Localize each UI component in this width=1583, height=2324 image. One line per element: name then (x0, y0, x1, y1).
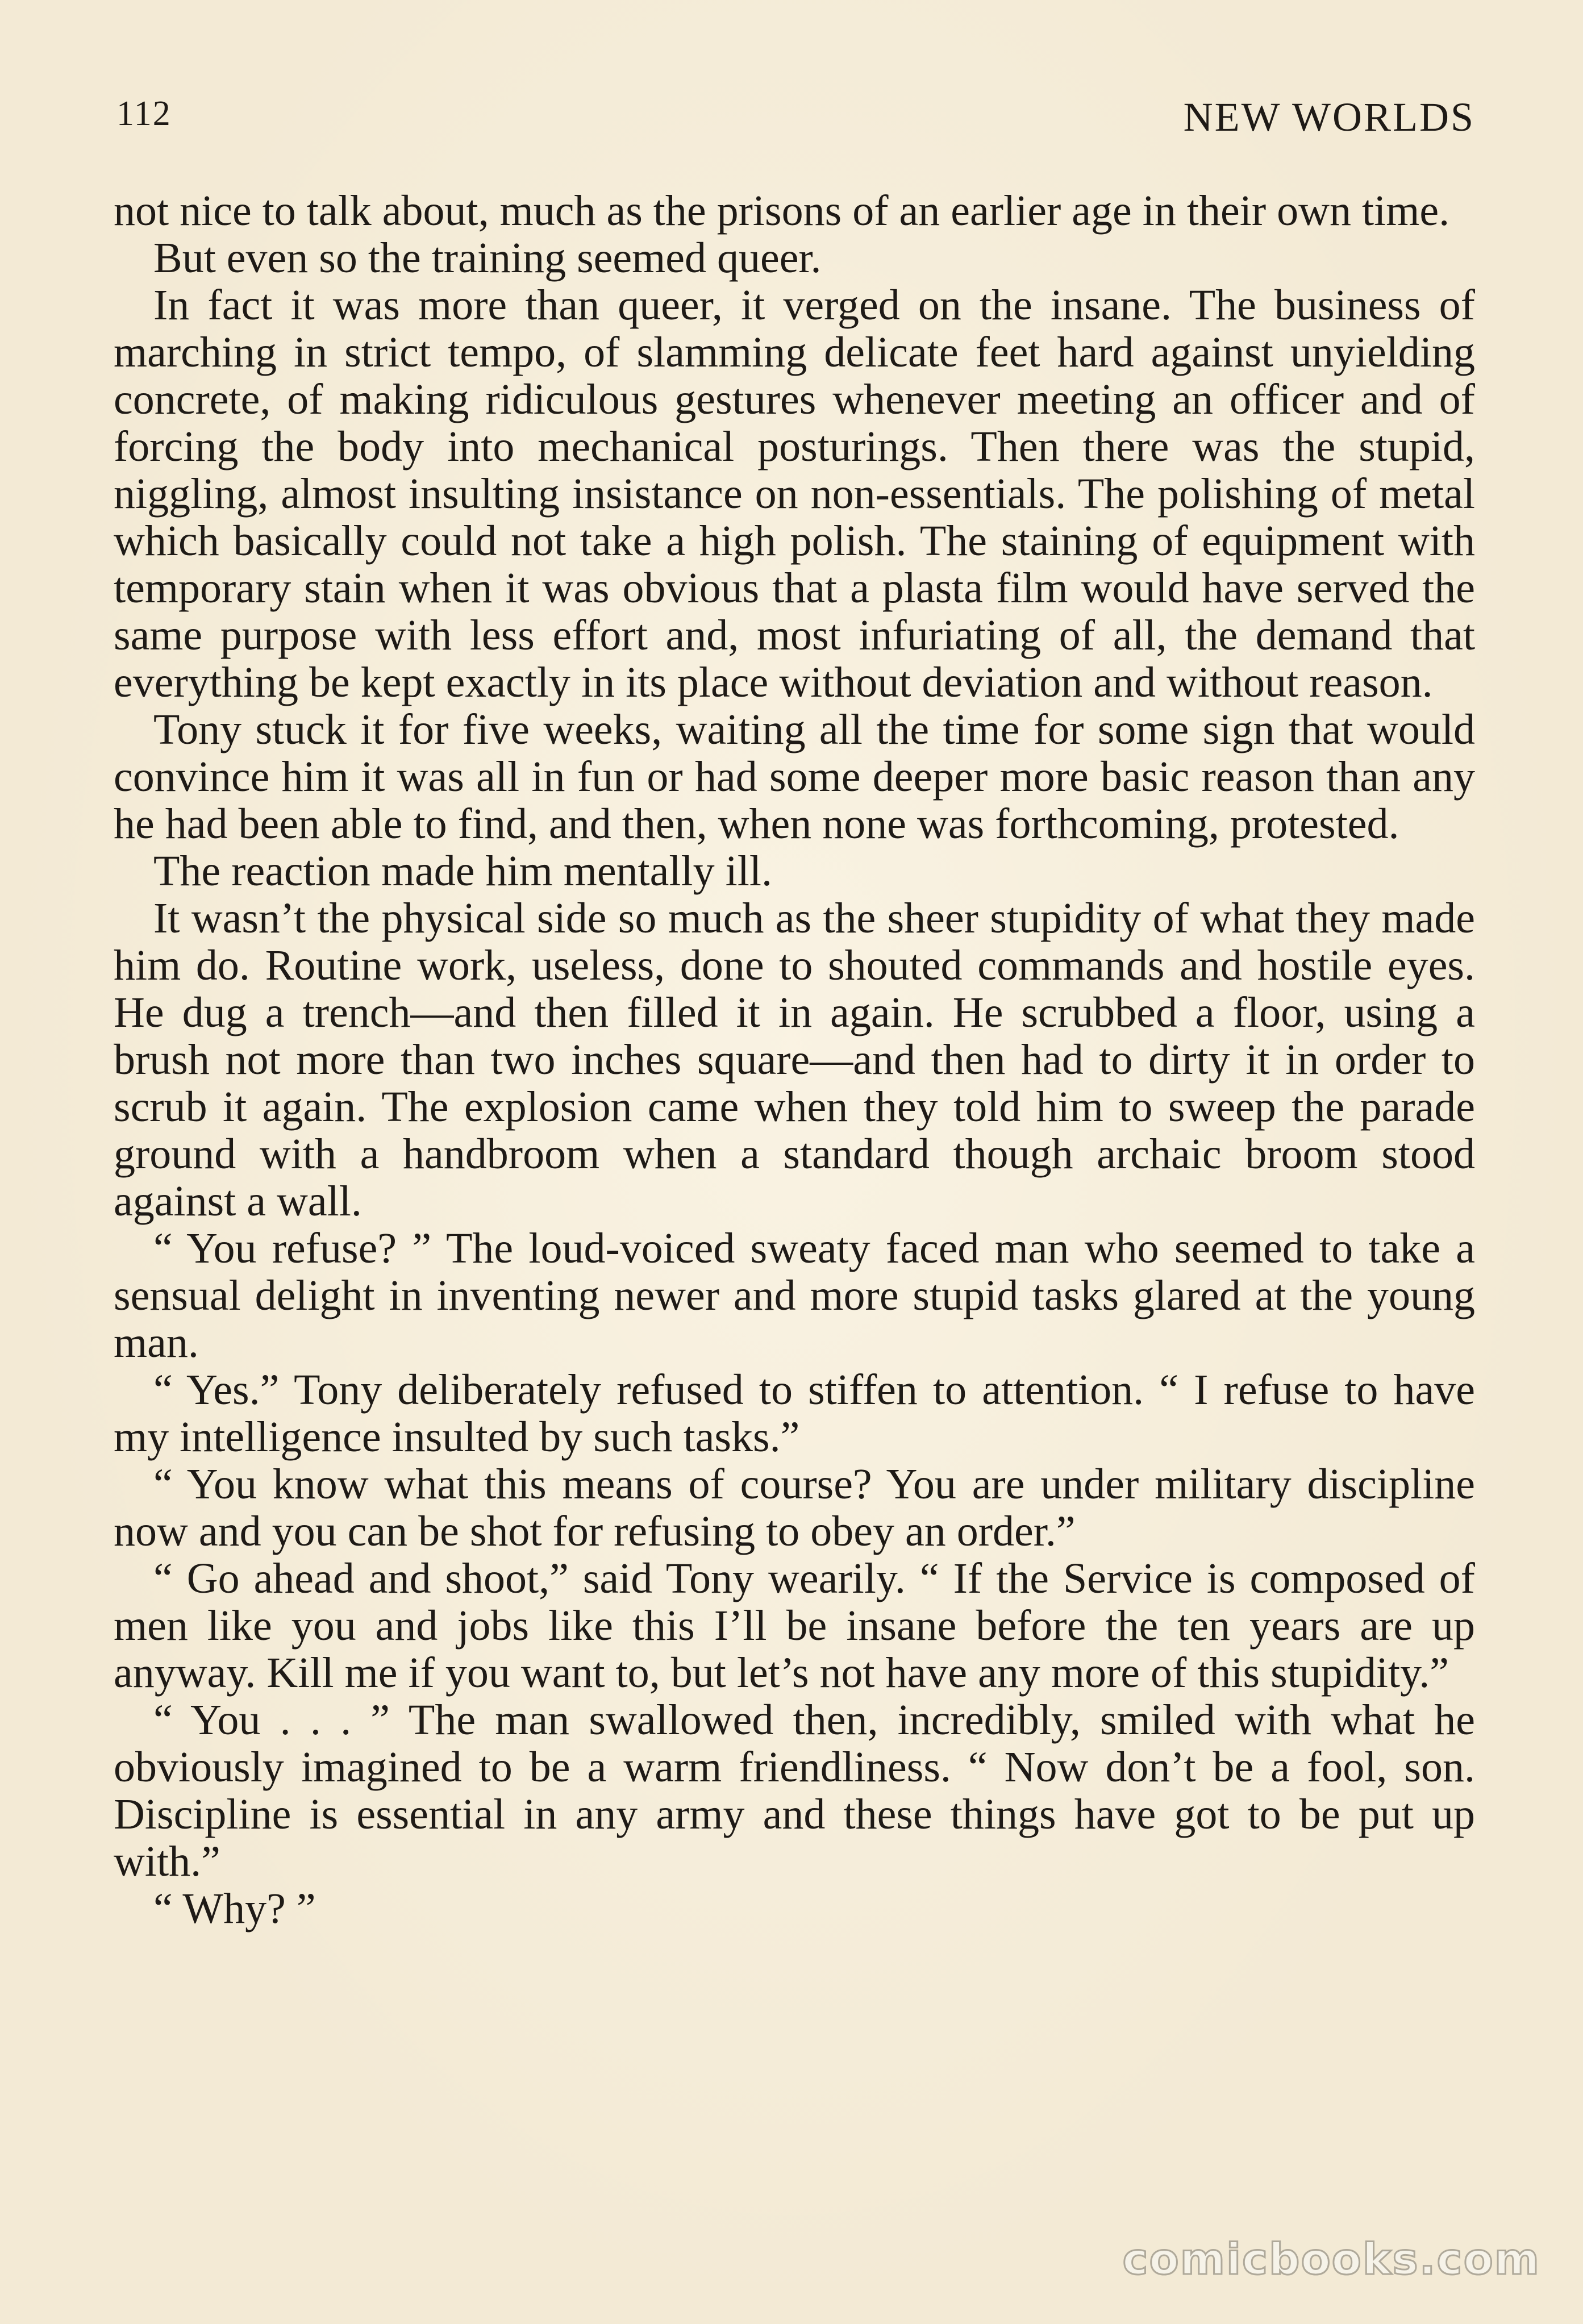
paragraph: The reaction made him mentally ill. (153, 847, 772, 895)
paragraph: In fact it was more than queer, it verged on the insane. The business of marching in strict tempo, of slamming delicate feet hard against unyielding concrete, of making ridiculous gestures whenever meeting an officer and of forcing the body into mechanical posturings. Then there was the stupid, niggling, almost insulting insistance on non-essentials. The polishing of metal which basically could not take a high polish. The staining of equipment with temporary stain when it was obvious that a plasta film would have served the same purpose with less effort and, most infuriating of all, the demand that everything be kept exactly in its place without deviation and without reason. (114, 281, 1475, 706)
paragraph: It wasn’t the physical side so much as the sheer stupidity of what they made him do. Routine work, useless, done to shouted commands and hostile eyes. He dug a trench—and then filled it in again. He scrubbed a floor, using a brush not more than two inches square—and then had to dirty it in order to scrub it again. The explosion came when they told him to sweep the parade ground with a handbroom when a standard though archaic broom stood against a wall. (114, 894, 1475, 1225)
site-watermark: comicbooks.com (1122, 2234, 1540, 2284)
body-text (114, 188, 1475, 1932)
paragraph: Tony stuck it for five weeks, waiting all the time for some sign that would convince him it was all in fun or had some deeper more basic reason than any he had been able to find, and then, when none was forthcoming, protested. (114, 706, 1475, 848)
paragraph: “ Go ahead and shoot,” said Tony wearily. “ If the Service is composed of men like you and jobs like this I’ll be insane before the ten years are up anyway. Kill me if you want to, but let’s not have any more of this stupidity.” (114, 1555, 1475, 1697)
paragraph: “ Why? ” (153, 1885, 316, 1932)
paragraph: “ You . . . ” The man swallowed then, incredibly, smiled with what he obviously imagined to be a warm friendliness. “ Now don’t be a fool, son. Discipline is essential in any army and these things have got to be put up with.” (114, 1696, 1475, 1885)
paragraph: not nice to talk about, much as the prisons of an earlier age in their own time. (114, 187, 1450, 235)
paragraph: But even so the training seemed queer. (153, 234, 822, 282)
paragraph: “ You refuse? ” The loud-voiced sweaty faced man who seemed to take a sensual delight in inventing newer and more stupid tasks glared at the young man. (114, 1225, 1475, 1367)
running-head: NEW WORLDS (1183, 94, 1475, 140)
page-header (116, 94, 1475, 156)
paragraph: “ Yes.” Tony deliberately refused to stiffen to attention. “ I refuse to have my intelligence insulted by such tasks.” (114, 1366, 1475, 1461)
page-number: 112 (116, 94, 172, 133)
paragraph: “ You know what this means of course? You are under military discipline now and you can be shot for refusing to obey an order.” (114, 1460, 1475, 1555)
